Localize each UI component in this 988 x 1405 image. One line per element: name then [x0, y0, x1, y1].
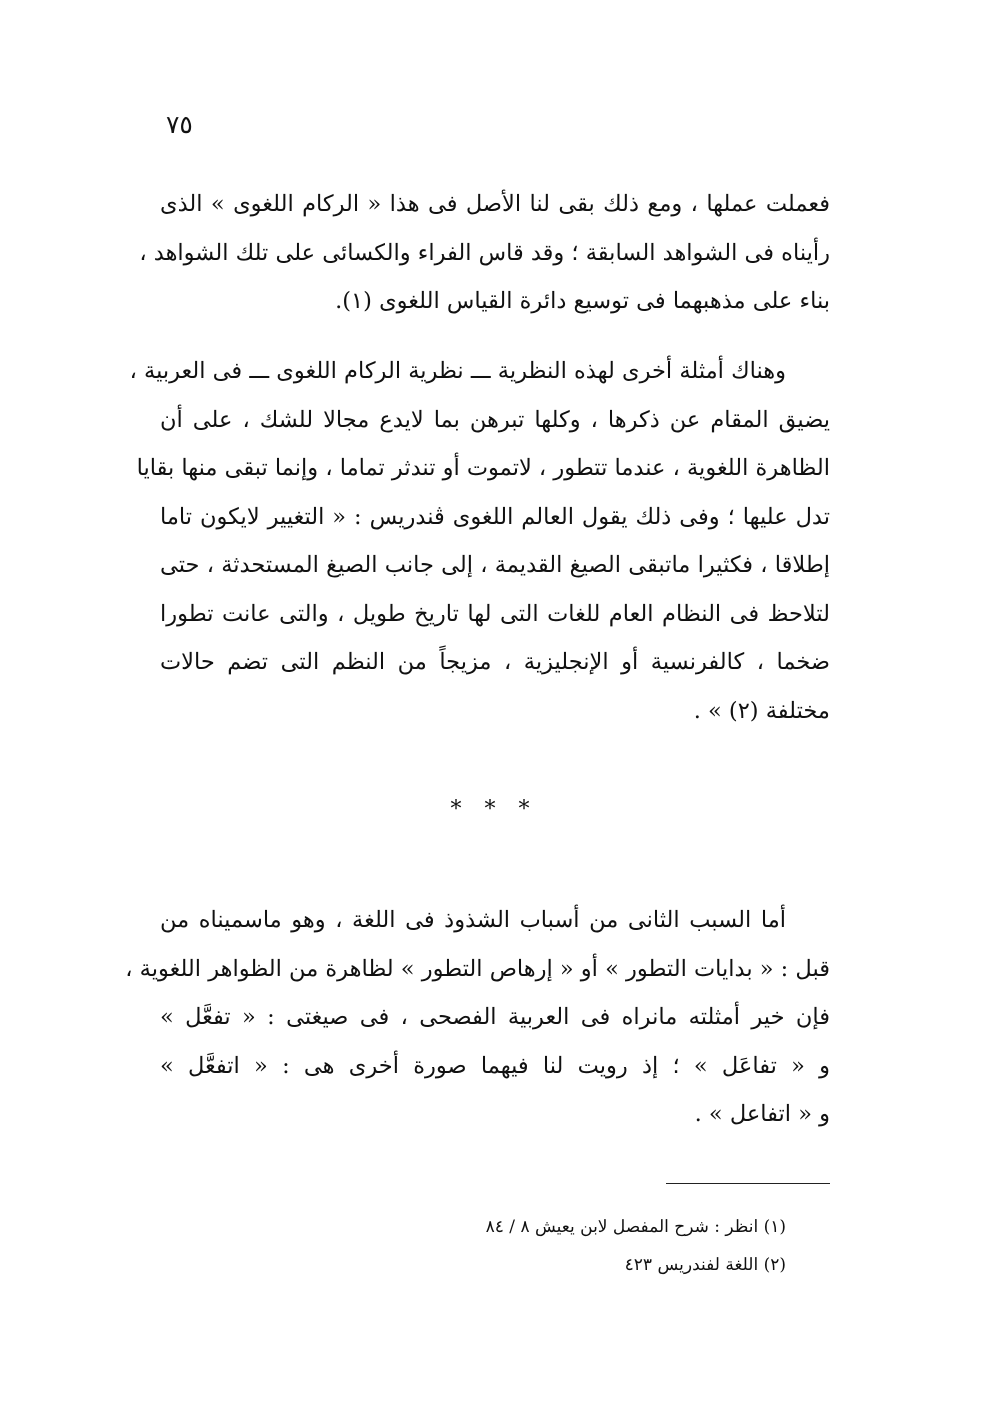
text-line: تدل عليها ؛ وفى ذلك يقول العالم اللغوى ڤندريس : « التغيير لايكون تاما: [160, 503, 830, 530]
text-line: يضيق المقام عن ذكرها ، وكلها تبرهن بما لايدع مجالا للشك ، على أن: [160, 406, 830, 433]
paragraph: [129, 347, 830, 735]
text-line: و « تفاعَل » ؛ إذ رويت لنا فيهما صورة أخرى هى : « اتفعَّل »: [160, 1052, 830, 1079]
text-line: مختلفة (٢) » .: [693, 697, 830, 724]
footnote-divider: [666, 1183, 830, 1184]
text-line: لتلاحظ فى النظام العام للغات التى لها تاريخ طويل ، والتى عانت تطورا: [160, 600, 830, 627]
text-line: الظاهرة اللغوية ، عندما تتطور ، لاتموت أو تندثر تماما ، وإنما تبقى منها بقايا: [136, 455, 830, 481]
text-line: رأيناه فى الشواهد السابقة ؛ وقد قاس الفراء والكسائى على تلك الشواهد ،: [139, 239, 830, 266]
footnote: (١) انظر : شرح المفصل لابن يعيش ٨ / ٨٤: [485, 1217, 786, 1237]
footnotes: [300, 1208, 786, 1284]
text-line: فإن خير أمثلته مانراه فى العربية الفصحى ، فى صيغتى : « تفعَّل »: [160, 1004, 830, 1030]
text-line: قبل : « بدايات التطور » أو « إرهاص التطور » لظاهرة من الظواهر اللغوية ،: [125, 955, 830, 982]
text-line: و « اتفاعل » .: [694, 1101, 830, 1127]
text-line: فعملت عملها ، ومع ذلك بقى لنا الأصل فى هذا « الركام اللغوى » الذى: [160, 191, 830, 217]
paragraph: [125, 896, 830, 1139]
text-line: وهناك أمثلة أخرى لهذه النظرية ـــ نظرية الركام اللغوى ـــ فى العربية ،: [129, 358, 786, 384]
text-line: بناء على مذهبهما فى توسيع دائرة القياس اللغوى (١).: [335, 288, 830, 314]
footnote: (٢) اللغة لفندريس ٤٢٣: [624, 1255, 786, 1275]
text-line: أما السبب الثانى من أسباب الشذوذ فى اللغة ، وهو ماسميناه من: [160, 907, 786, 933]
text-line: إطلاقا ، فكثيرا ماتبقى الصيغ القديمة ، إلى جانب الصيغ المستحدثة ، حتى: [160, 552, 830, 578]
paragraph: [139, 180, 830, 326]
section-separator: * * *: [450, 797, 538, 822]
page-number: ٧٥: [166, 110, 193, 139]
text-line: ضخما ، كالفرنسية أو الإنجليزية ، مزيجاً من النظم التى تضم حالات: [160, 649, 830, 675]
